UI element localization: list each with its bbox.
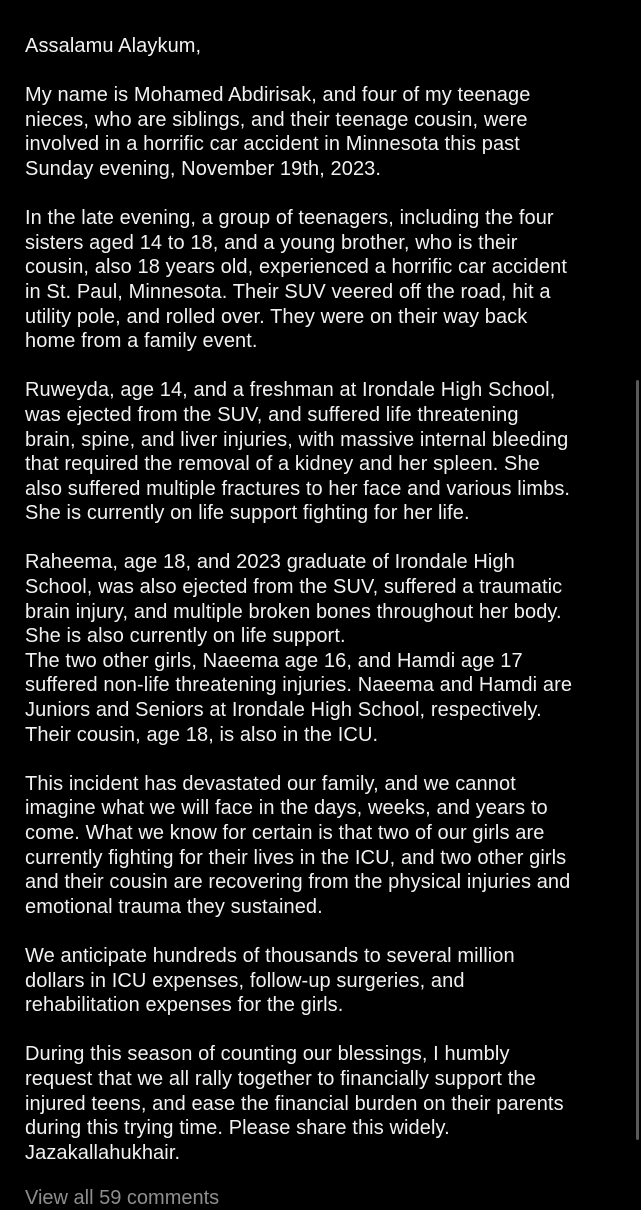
post-body [25, 34, 625, 1190]
post-line: and their cousin are recovering from the physical injuries and [25, 871, 571, 894]
post-line: In the late evening, a group of teenagers, including the four [25, 207, 554, 230]
post-line: brain, spine, and liver injuries, with massive internal bleeding [25, 428, 569, 451]
post-line: suffered non-life threatening injuries. Naeema and Hamdi are [25, 674, 573, 697]
post-line: She is currently on life support fighting for her life. [25, 502, 470, 525]
post-line: that required the removal of a kidney and her spleen. She [25, 453, 540, 476]
post-line: cousin, also 18 years old, experienced a horrific car accident [25, 256, 568, 279]
scrollbar[interactable] [636, 380, 639, 1140]
post-line: nieces, who are siblings, and their teenage cousin, were [25, 108, 528, 131]
post-line: involved in a horrific car accident in Minnesota this past [25, 133, 520, 156]
post-paragraph-ruweyda [25, 378, 625, 526]
post-paragraph-request [25, 1042, 625, 1165]
post-line: come. What we know for certain is that two of our girls are [25, 822, 545, 844]
post-line: in St. Paul, Minnesota. Their SUV veered off the road, hit a [25, 280, 551, 303]
post-line: Their cousin, age 18, is also in the ICU. [25, 723, 379, 746]
post-line: during this trying time. Please share this widely. [25, 1117, 450, 1140]
post-line: imagine what we will face in the days, weeks, and years to [25, 797, 548, 820]
post-line: We anticipate hundreds of thousands to several million [25, 944, 515, 967]
post-line: This incident has devastated our family, and we cannot [25, 772, 516, 795]
post-line: sisters aged 14 to 18, and a young brother, who is their [25, 231, 518, 254]
post-line: My name is Mohamed Abdirisak, and four of my teenage [25, 84, 531, 107]
post-paragraph-greeting [25, 34, 625, 59]
post-line: home from a family event. [25, 330, 258, 353]
post-line: Ruweyda, age 14, and a freshman at Irondale High School, [25, 379, 556, 402]
view-all-comments-link[interactable]: View all 59 comments [25, 1187, 220, 1209]
post-line: Assalamu Alaykum, [25, 35, 202, 57]
post-line: She is also currently on life support. [25, 625, 346, 648]
post-line: utility pole, and rolled over. They were on their way back [25, 305, 528, 328]
post-line: Juniors and Seniors at Irondale High School, respectively. [25, 699, 542, 722]
post-paragraph-raheema [25, 550, 625, 648]
post-line: Jazakallahukhair. [25, 1141, 181, 1164]
post-paragraph-expenses [25, 944, 625, 1018]
post-line: currently fighting for their lives in the ICU, and two other girls [25, 846, 567, 869]
post-line: request that we all rally together to financially support the [25, 1067, 536, 1090]
post-paragraph-other-girls [25, 649, 625, 747]
post-line: also suffered multiple fractures to her face and various limbs. [25, 477, 571, 500]
post-line: was ejected from the SUV, and suffered life threatening [25, 403, 519, 426]
post-line: injured teens, and ease the financial burden on their parents [25, 1092, 564, 1115]
post-line: brain injury, and multiple broken bones throughout her body. [25, 600, 562, 623]
post-paragraph-impact [25, 772, 625, 920]
post-line: During this season of counting our blessings, I humbly [25, 1043, 510, 1066]
post-line: The two other girls, Naeema age 16, and Hamdi age 17 [25, 649, 523, 672]
post-line: School, was also ejected from the SUV, suffered a traumatic [25, 576, 563, 599]
post-line: dollars in ICU expenses, follow-up surgeries, and [25, 969, 465, 992]
post-line: Raheema, age 18, and 2023 graduate of Irondale High [25, 551, 515, 574]
post-line: rehabilitation expenses for the girls. [25, 994, 344, 1017]
post-paragraph-accident [25, 206, 625, 354]
post-line: emotional trauma they sustained. [25, 895, 323, 918]
post-line: Sunday evening, November 19th, 2023. [25, 157, 382, 180]
post-paragraph-intro [25, 83, 625, 181]
